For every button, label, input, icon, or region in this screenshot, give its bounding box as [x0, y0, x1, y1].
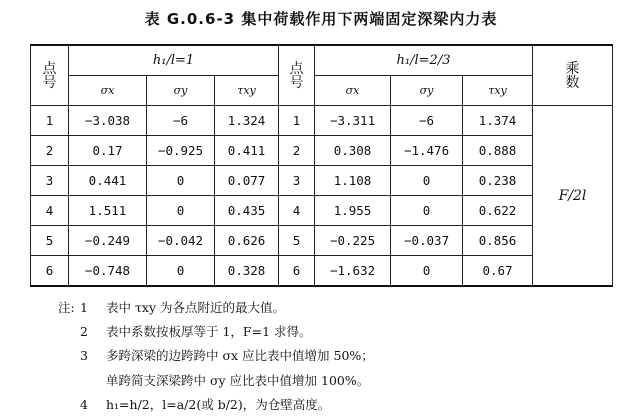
sigma-x-header-2: σx — [315, 76, 391, 106]
note-item: 单跨简支深梁跨中 σy 应比表中值增加 100%。 — [106, 372, 370, 388]
table-row: 1 −3.038 −6 1.324 1 −3.311 −6 1.374 F/2l — [31, 106, 613, 136]
table-row: 2 0.17 −0.925 0.411 2 0.308 −1.476 0.888 — [31, 136, 613, 166]
tau-xy-header-2: τxy — [463, 76, 533, 106]
group1-header: h₁/l=1 — [69, 45, 279, 76]
table-row: 6 −0.748 0 0.328 6 −1.632 0 0.67 — [31, 256, 613, 287]
table-title: 表 G.0.6-3 集中荷载作用下两端固定深梁内力表 — [144, 10, 498, 28]
table-notes — [58, 296, 618, 417]
factor-header: 乘 数 — [533, 45, 613, 106]
internal-force-table — [30, 44, 613, 287]
factor-value: F/2l — [533, 106, 613, 287]
note-lead: 注: — [58, 300, 75, 315]
note-item: 注: 1 表中 τxy 为各点附近的最大值。 — [58, 296, 618, 320]
table-row: 4 1.511 0 0.435 4 1.955 0 0.622 — [31, 196, 613, 226]
tau-xy-header: τxy — [215, 76, 279, 106]
table-row: 5 −0.249 −0.042 0.626 5 −0.225 −0.037 0.856 — [31, 226, 613, 256]
table-row: 3 0.441 0 0.077 3 1.108 0 0.238 — [31, 166, 613, 196]
group2-header: h₁/l=2/3 — [315, 45, 533, 76]
note-item: 4 h₁=h/2，l=a/2(或 b/2)，为仓壁高度。 — [80, 396, 331, 412]
point-header: 点 号 — [31, 45, 69, 106]
sigma-x-header: σx — [69, 76, 147, 106]
note-item: 3 多跨深梁的边跨跨中 σx 应比表中值增加 50%； — [80, 348, 374, 364]
note-item: 2 表中系数按板厚等于 1，F=1 求得。 — [80, 324, 312, 340]
point-header-2: 点 号 — [279, 45, 315, 106]
sigma-y-header: σy — [147, 76, 215, 106]
sigma-y-header-2: σy — [391, 76, 463, 106]
